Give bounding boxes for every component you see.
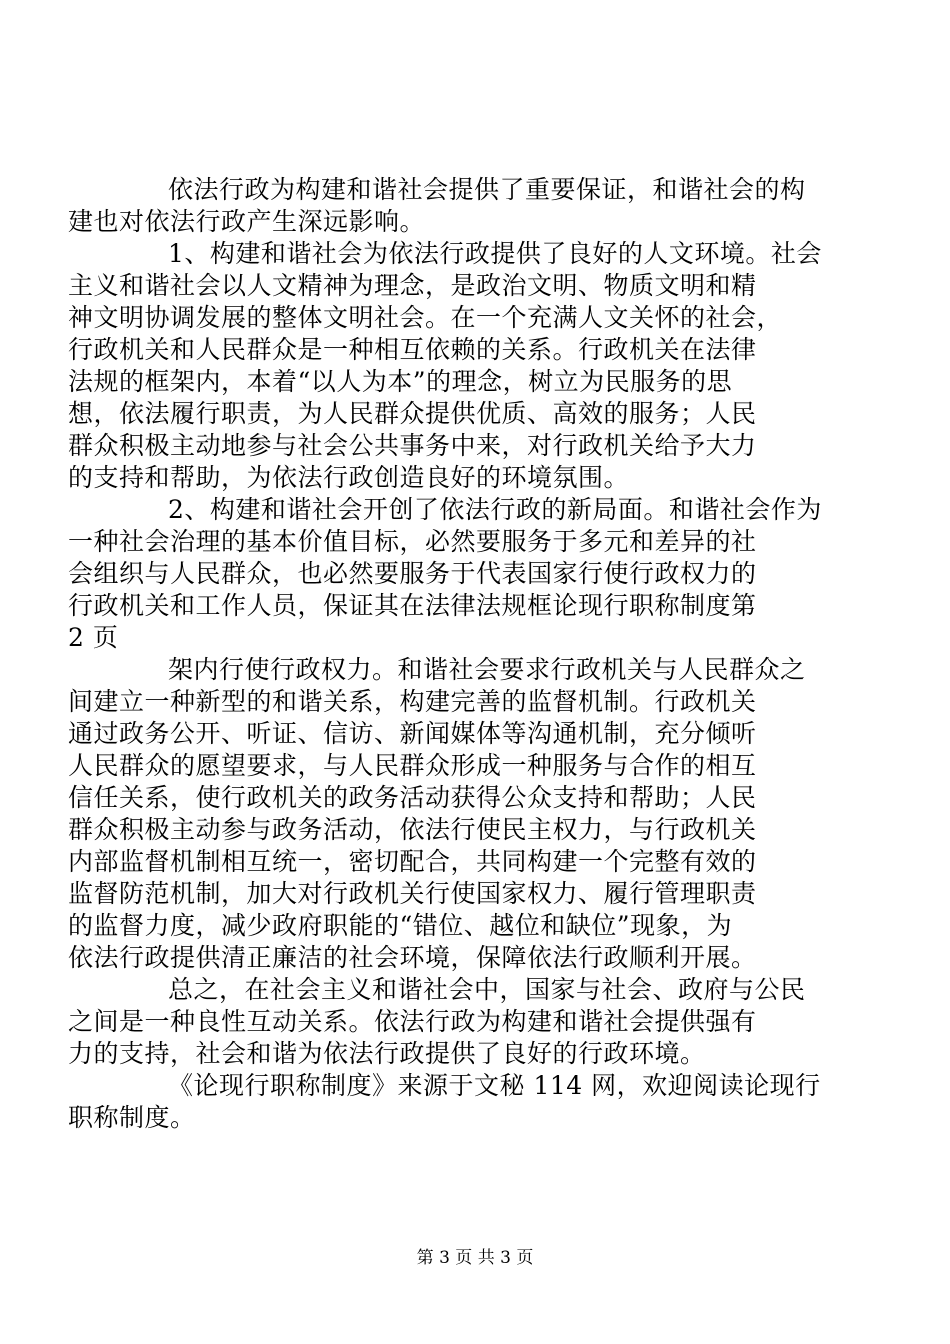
text-line: 2、构建和谐社会开创了依法行政的新局面。和谐社会作为 bbox=[168, 495, 822, 524]
text-line: 的监督力度，减少政府职能的“错位、越位和缺位”现象，为 bbox=[68, 911, 733, 940]
text-line: 的支持和帮助，为依法行政创造良好的环境氛围。 bbox=[68, 463, 630, 492]
text-line: 法规的框架内，本着“以人为本”的理念，树立为民服务的思 bbox=[68, 367, 733, 396]
text-line: 架内行使行政权力。和谐社会要求行政机关与人民群众之 bbox=[168, 655, 806, 684]
text-line: 1、构建和谐社会为依法行政提供了良好的人文环境。社会 bbox=[168, 239, 822, 268]
document-body bbox=[68, 174, 840, 1134]
text-line: 信任关系，使行政机关的政务活动获得公众支持和帮助；人民 bbox=[68, 783, 757, 812]
text-line: 总之，在社会主义和谐社会中，国家与社会、政府与公民 bbox=[168, 975, 806, 1004]
text-line: 内部监督机制相互统一，密切配合，共同构建一个完整有效的 bbox=[68, 847, 757, 876]
text-line: 通过政务公开、听证、信访、新闻媒体等沟通机制，充分倾听 bbox=[68, 719, 757, 748]
text-line: 想，依法履行职责，为人民群众提供优质、高效的服务；人民 bbox=[68, 399, 757, 428]
paragraph-5 bbox=[68, 974, 840, 1070]
text-line: 神文明协调发展的整体文明社会。在一个充满人文关怀的社会， bbox=[68, 303, 783, 332]
text-line: 《论现行职称制度》来源于文秘 114 网，欢迎阅读论现行 bbox=[168, 1071, 821, 1100]
text-line: 群众积极主动地参与社会公共事务中来，对行政机关给予大力 bbox=[68, 431, 757, 460]
page-footer: 第 3 页 共 3 页 bbox=[416, 1248, 534, 1268]
text-line: 会组织与人民群众，也必然要服务于代表国家行使行政权力的 bbox=[68, 559, 757, 588]
text-line: 人民群众的愿望要求，与人民群众形成一种服务与合作的相互 bbox=[68, 751, 757, 780]
text-line: 建也对依法行政产生深远影响。 bbox=[68, 207, 426, 236]
paragraph-4 bbox=[68, 654, 840, 974]
text-line: 职称制度。 bbox=[68, 1103, 196, 1132]
text-line: 行政机关和工作人员，保证其在法律法规框论现行职称制度第 bbox=[68, 591, 757, 620]
text-line: 行政机关和人民群众是一种相互依赖的关系。行政机关在法律 bbox=[68, 335, 757, 364]
text-line: 之间是一种良性互动关系。依法行政为构建和谐社会提供强有 bbox=[68, 1007, 757, 1036]
text-line: 依法行政为构建和谐社会提供了重要保证，和谐社会的构 bbox=[168, 175, 806, 204]
text-line: 一种社会治理的基本价值目标，必然要服务于多元和差异的社 bbox=[68, 527, 757, 556]
text-line: 依法行政提供清正廉洁的社会环境，保障依法行政顺利开展。 bbox=[68, 943, 757, 972]
text-line: 间建立一种新型的和谐关系，构建完善的监督机制。行政机关 bbox=[68, 687, 757, 716]
paragraph-1 bbox=[68, 174, 840, 238]
paragraph-2 bbox=[68, 238, 840, 494]
page-marker: 2 页 bbox=[68, 623, 119, 652]
text-line: 力的支持，社会和谐为依法行政提供了良好的行政环境。 bbox=[68, 1039, 706, 1068]
paragraph-3 bbox=[68, 494, 840, 654]
text-line: 主义和谐社会以人文精神为理念，是政治文明、物质文明和精 bbox=[68, 271, 757, 300]
text-line: 群众积极主动参与政务活动，依法行使民主权力，与行政机关 bbox=[68, 815, 757, 844]
text-line: 监督防范机制，加大对行政机关行使国家权力、履行管理职责 bbox=[68, 879, 757, 908]
paragraph-6 bbox=[68, 1070, 840, 1134]
